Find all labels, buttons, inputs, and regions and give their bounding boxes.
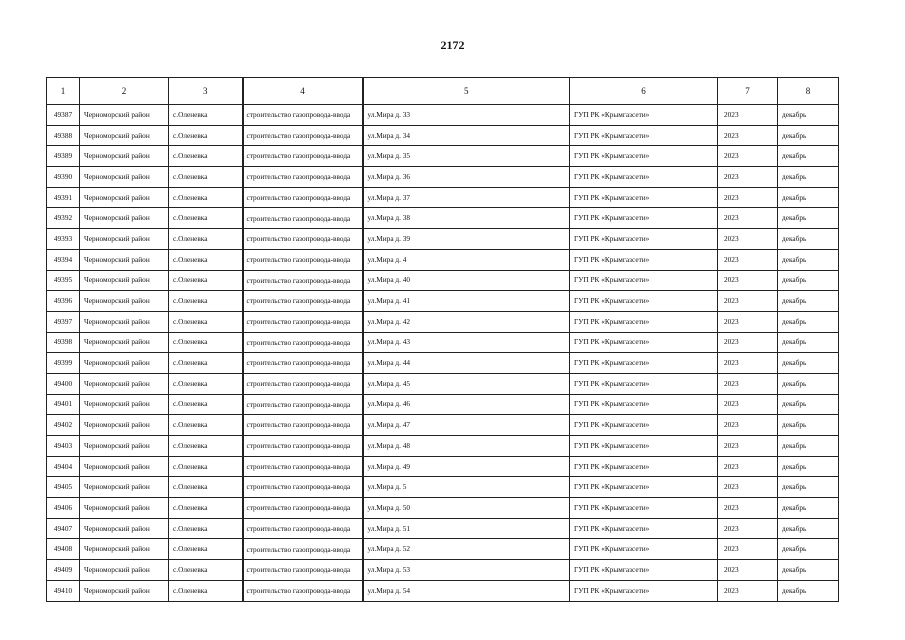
cell-number: 49389 — [47, 146, 80, 167]
cell-village: с.Оленевка — [169, 373, 243, 394]
cell-address: ул.Мира д. 39 — [363, 229, 570, 250]
cell-work-type: строительство газопровода-ввода — [243, 105, 363, 126]
cell-number: 49391 — [47, 187, 80, 208]
cell-address: ул.Мира д. 48 — [363, 436, 570, 457]
cell-district: Черноморский район — [80, 415, 169, 436]
cell-organization: ГУП РК «Крымгазсети» — [570, 167, 718, 188]
cell-address: ул.Мира д. 53 — [363, 560, 570, 581]
cell-number: 49403 — [47, 436, 80, 457]
table-row — [47, 125, 839, 146]
cell-year: 2023 — [718, 518, 778, 539]
cell-village: с.Оленевка — [169, 229, 243, 250]
cell-number: 49398 — [47, 332, 80, 353]
cell-organization: ГУП РК «Крымгазсети» — [570, 146, 718, 167]
table-row — [47, 208, 839, 229]
cell-work-type: строительство газопровода-ввода — [243, 518, 363, 539]
cell-village: с.Оленевка — [169, 270, 243, 291]
cell-year: 2023 — [718, 539, 778, 560]
cell-month: декабрь — [778, 208, 839, 229]
cell-year: 2023 — [718, 291, 778, 312]
cell-month: декабрь — [778, 229, 839, 250]
cell-month: декабрь — [778, 146, 839, 167]
cell-number: 49388 — [47, 125, 80, 146]
cell-village: с.Оленевка — [169, 456, 243, 477]
cell-district: Черноморский район — [80, 291, 169, 312]
column-header: 6 — [570, 78, 718, 105]
header-row — [47, 78, 839, 105]
cell-organization: ГУП РК «Крымгазсети» — [570, 353, 718, 374]
cell-month: декабрь — [778, 477, 839, 498]
cell-work-type: строительство газопровода-ввода — [243, 415, 363, 436]
cell-month: декабрь — [778, 332, 839, 353]
cell-year: 2023 — [718, 353, 778, 374]
cell-district: Черноморский район — [80, 518, 169, 539]
cell-month: декабрь — [778, 373, 839, 394]
cell-village: с.Оленевка — [169, 415, 243, 436]
table-row — [47, 477, 839, 498]
cell-work-type: строительство газопровода-ввода — [243, 498, 363, 519]
cell-work-type: строительство газопровода-ввода — [243, 477, 363, 498]
cell-village: с.Оленевка — [169, 167, 243, 188]
cell-month: декабрь — [778, 187, 839, 208]
table-row — [47, 167, 839, 188]
cell-year: 2023 — [718, 373, 778, 394]
cell-year: 2023 — [718, 311, 778, 332]
cell-organization: ГУП РК «Крымгазсети» — [570, 539, 718, 560]
cell-number: 49393 — [47, 229, 80, 250]
cell-year: 2023 — [718, 415, 778, 436]
cell-district: Черноморский район — [80, 270, 169, 291]
gas-connection-table — [46, 77, 839, 602]
cell-address: ул.Мира д. 51 — [363, 518, 570, 539]
cell-work-type: строительство газопровода-ввода — [243, 270, 363, 291]
table-body — [47, 105, 839, 602]
column-header: 2 — [80, 78, 169, 105]
table-row — [47, 249, 839, 270]
column-header: 3 — [169, 78, 243, 105]
cell-month: декабрь — [778, 518, 839, 539]
cell-village: с.Оленевка — [169, 105, 243, 126]
cell-district: Черноморский район — [80, 249, 169, 270]
cell-work-type: строительство газопровода-ввода — [243, 125, 363, 146]
cell-year: 2023 — [718, 167, 778, 188]
cell-year: 2023 — [718, 580, 778, 601]
cell-work-type: строительство газопровода-ввода — [243, 291, 363, 312]
cell-district: Черноморский район — [80, 311, 169, 332]
cell-village: с.Оленевка — [169, 208, 243, 229]
cell-village: с.Оленевка — [169, 580, 243, 601]
table-row — [47, 105, 839, 126]
cell-address: ул.Мира д. 44 — [363, 353, 570, 374]
cell-month: декабрь — [778, 291, 839, 312]
cell-district: Черноморский район — [80, 539, 169, 560]
cell-district: Черноморский район — [80, 353, 169, 374]
column-header: 1 — [47, 78, 80, 105]
cell-work-type: строительство газопровода-ввода — [243, 249, 363, 270]
table-row — [47, 229, 839, 250]
cell-work-type: строительство газопровода-ввода — [243, 580, 363, 601]
cell-work-type: строительство газопровода-ввода — [243, 560, 363, 581]
cell-district: Черноморский район — [80, 477, 169, 498]
cell-organization: ГУП РК «Крымгазсети» — [570, 332, 718, 353]
cell-number: 49395 — [47, 270, 80, 291]
cell-number: 49408 — [47, 539, 80, 560]
cell-district: Черноморский район — [80, 332, 169, 353]
cell-address: ул.Мира д. 46 — [363, 394, 570, 415]
table-row — [47, 270, 839, 291]
cell-work-type: строительство газопровода-ввода — [243, 373, 363, 394]
cell-organization: ГУП РК «Крымгазсети» — [570, 311, 718, 332]
cell-organization: ГУП РК «Крымгазсети» — [570, 187, 718, 208]
cell-village: с.Оленевка — [169, 332, 243, 353]
cell-year: 2023 — [718, 146, 778, 167]
cell-work-type: строительство газопровода-ввода — [243, 187, 363, 208]
cell-work-type: строительство газопровода-ввода — [243, 208, 363, 229]
cell-district: Черноморский район — [80, 560, 169, 581]
cell-number: 49405 — [47, 477, 80, 498]
cell-address: ул.Мира д. 33 — [363, 105, 570, 126]
cell-district: Черноморский район — [80, 373, 169, 394]
cell-month: декабрь — [778, 415, 839, 436]
cell-village: с.Оленевка — [169, 477, 243, 498]
cell-number: 49399 — [47, 353, 80, 374]
table-row — [47, 187, 839, 208]
cell-village: с.Оленевка — [169, 146, 243, 167]
cell-organization: ГУП РК «Крымгазсети» — [570, 291, 718, 312]
cell-year: 2023 — [718, 249, 778, 270]
cell-month: декабрь — [778, 580, 839, 601]
cell-address: ул.Мира д. 45 — [363, 373, 570, 394]
cell-year: 2023 — [718, 105, 778, 126]
column-header: 7 — [718, 78, 778, 105]
cell-number: 49400 — [47, 373, 80, 394]
cell-number: 49387 — [47, 105, 80, 126]
cell-district: Черноморский район — [80, 436, 169, 457]
table-row — [47, 394, 839, 415]
cell-year: 2023 — [718, 498, 778, 519]
cell-organization: ГУП РК «Крымгазсети» — [570, 560, 718, 581]
cell-address: ул.Мира д. 38 — [363, 208, 570, 229]
cell-year: 2023 — [718, 270, 778, 291]
cell-work-type: строительство газопровода-ввода — [243, 353, 363, 374]
cell-address: ул.Мира д. 41 — [363, 291, 570, 312]
cell-month: декабрь — [778, 167, 839, 188]
cell-work-type: строительство газопровода-ввода — [243, 332, 363, 353]
cell-number: 49390 — [47, 167, 80, 188]
cell-number: 49407 — [47, 518, 80, 539]
cell-work-type: строительство газопровода-ввода — [243, 539, 363, 560]
cell-month: декабрь — [778, 539, 839, 560]
cell-month: декабрь — [778, 394, 839, 415]
cell-address: ул.Мира д. 42 — [363, 311, 570, 332]
cell-organization: ГУП РК «Крымгазсети» — [570, 270, 718, 291]
cell-year: 2023 — [718, 187, 778, 208]
cell-address: ул.Мира д. 35 — [363, 146, 570, 167]
cell-year: 2023 — [718, 229, 778, 250]
cell-village: с.Оленевка — [169, 187, 243, 208]
table-row — [47, 560, 839, 581]
table-row — [47, 498, 839, 519]
cell-work-type: строительство газопровода-ввода — [243, 436, 363, 457]
column-header: 8 — [778, 78, 839, 105]
cell-village: с.Оленевка — [169, 291, 243, 312]
page-number: 2172 — [440, 38, 465, 52]
cell-year: 2023 — [718, 477, 778, 498]
table-row — [47, 415, 839, 436]
cell-district: Черноморский район — [80, 456, 169, 477]
cell-work-type: строительство газопровода-ввода — [243, 456, 363, 477]
cell-village: с.Оленевка — [169, 353, 243, 374]
cell-village: с.Оленевка — [169, 394, 243, 415]
table-row — [47, 353, 839, 374]
cell-month: декабрь — [778, 353, 839, 374]
cell-organization: ГУП РК «Крымгазсети» — [570, 518, 718, 539]
table-row — [47, 291, 839, 312]
cell-organization: ГУП РК «Крымгазсети» — [570, 373, 718, 394]
table-row — [47, 436, 839, 457]
cell-village: с.Оленевка — [169, 249, 243, 270]
cell-address: ул.Мира д. 40 — [363, 270, 570, 291]
column-header: 4 — [243, 78, 363, 105]
cell-year: 2023 — [718, 436, 778, 457]
cell-address: ул.Мира д. 50 — [363, 498, 570, 519]
cell-district: Черноморский район — [80, 498, 169, 519]
cell-year: 2023 — [718, 456, 778, 477]
cell-address: ул.Мира д. 47 — [363, 415, 570, 436]
cell-district: Черноморский район — [80, 167, 169, 188]
cell-organization: ГУП РК «Крымгазсети» — [570, 477, 718, 498]
cell-work-type: строительство газопровода-ввода — [243, 146, 363, 167]
cell-month: декабрь — [778, 560, 839, 581]
cell-village: с.Оленевка — [169, 498, 243, 519]
cell-address: ул.Мира д. 54 — [363, 580, 570, 601]
cell-month: декабрь — [778, 456, 839, 477]
cell-month: декабрь — [778, 249, 839, 270]
cell-number: 49394 — [47, 249, 80, 270]
cell-number: 49409 — [47, 560, 80, 581]
cell-year: 2023 — [718, 208, 778, 229]
cell-district: Черноморский район — [80, 187, 169, 208]
table-row — [47, 456, 839, 477]
cell-number: 49404 — [47, 456, 80, 477]
cell-number: 49406 — [47, 498, 80, 519]
table-row — [47, 332, 839, 353]
table-row — [47, 311, 839, 332]
cell-work-type: строительство газопровода-ввода — [243, 229, 363, 250]
cell-work-type: строительство газопровода-ввода — [243, 311, 363, 332]
cell-district: Черноморский район — [80, 208, 169, 229]
table-row — [47, 518, 839, 539]
cell-address: ул.Мира д. 4 — [363, 249, 570, 270]
cell-organization: ГУП РК «Крымгазсети» — [570, 394, 718, 415]
cell-address: ул.Мира д. 5 — [363, 477, 570, 498]
cell-number: 49396 — [47, 291, 80, 312]
cell-work-type: строительство газопровода-ввода — [243, 167, 363, 188]
cell-month: декабрь — [778, 498, 839, 519]
cell-village: с.Оленевка — [169, 539, 243, 560]
cell-month: декабрь — [778, 105, 839, 126]
cell-address: ул.Мира д. 36 — [363, 167, 570, 188]
cell-organization: ГУП РК «Крымгазсети» — [570, 456, 718, 477]
column-header: 5 — [363, 78, 570, 105]
cell-number: 49401 — [47, 394, 80, 415]
cell-district: Черноморский район — [80, 146, 169, 167]
table-row — [47, 539, 839, 560]
cell-organization: ГУП РК «Крымгазсети» — [570, 125, 718, 146]
cell-village: с.Оленевка — [169, 311, 243, 332]
cell-district: Черноморский район — [80, 580, 169, 601]
cell-district: Черноморский район — [80, 394, 169, 415]
cell-organization: ГУП РК «Крымгазсети» — [570, 249, 718, 270]
cell-village: с.Оленевка — [169, 436, 243, 457]
cell-number: 49392 — [47, 208, 80, 229]
cell-organization: ГУП РК «Крымгазсети» — [570, 105, 718, 126]
cell-organization: ГУП РК «Крымгазсети» — [570, 436, 718, 457]
cell-village: с.Оленевка — [169, 125, 243, 146]
table-row — [47, 373, 839, 394]
cell-district: Черноморский район — [80, 105, 169, 126]
cell-month: декабрь — [778, 125, 839, 146]
cell-organization: ГУП РК «Крымгазсети» — [570, 415, 718, 436]
cell-number: 49410 — [47, 580, 80, 601]
cell-organization: ГУП РК «Крымгазсети» — [570, 498, 718, 519]
cell-month: декабрь — [778, 311, 839, 332]
cell-address: ул.Мира д. 43 — [363, 332, 570, 353]
cell-year: 2023 — [718, 332, 778, 353]
cell-village: с.Оленевка — [169, 560, 243, 581]
cell-year: 2023 — [718, 394, 778, 415]
cell-month: декабрь — [778, 270, 839, 291]
cell-address: ул.Мира д. 37 — [363, 187, 570, 208]
cell-number: 49397 — [47, 311, 80, 332]
cell-district: Черноморский район — [80, 125, 169, 146]
cell-organization: ГУП РК «Крымгазсети» — [570, 229, 718, 250]
table-row — [47, 146, 839, 167]
cell-organization: ГУП РК «Крымгазсети» — [570, 208, 718, 229]
cell-year: 2023 — [718, 125, 778, 146]
cell-number: 49402 — [47, 415, 80, 436]
cell-village: с.Оленевка — [169, 518, 243, 539]
cell-organization: ГУП РК «Крымгазсети» — [570, 580, 718, 601]
cell-work-type: строительство газопровода-ввода — [243, 394, 363, 415]
cell-month: декабрь — [778, 436, 839, 457]
cell-address: ул.Мира д. 34 — [363, 125, 570, 146]
table-row — [47, 580, 839, 601]
cell-address: ул.Мира д. 49 — [363, 456, 570, 477]
cell-address: ул.Мира д. 52 — [363, 539, 570, 560]
cell-year: 2023 — [718, 560, 778, 581]
cell-district: Черноморский район — [80, 229, 169, 250]
